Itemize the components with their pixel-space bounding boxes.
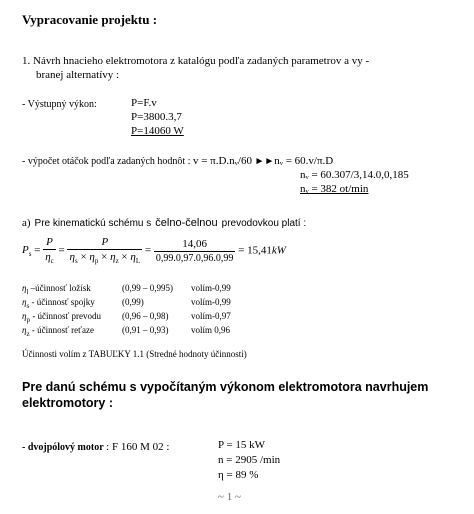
rpm-formula-speed: v = π.D.nᵥ/60 <box>192 155 252 167</box>
scheme-text-a: Pre kinematickú schému s <box>34 218 152 229</box>
section-number: 1. <box>22 55 31 67</box>
efficiency-note: Účinnosti volím z TABUĽKY 1.1 (Stredné hodnoty účinnosti) <box>22 349 247 359</box>
efficiency-row: $\eta_z$ - účinnosť reťaze <box>22 325 94 338</box>
scheme-prefix: a) <box>22 217 31 229</box>
scheme-text-b: čelno-čelnou <box>155 217 218 229</box>
rpm-substitution: nᵥ = 60.307/3,14.0,0,185 <box>300 169 409 181</box>
efficiency-chosen: volím-0,99 <box>191 297 231 307</box>
rpm-label: - výpočet otáčok podľa zadaných hodnôt : <box>22 156 191 167</box>
efficiency-chosen: volím-0,97 <box>191 311 231 321</box>
power-equation: $P_s$ = $\frac{P}{\eta_c}$ = P $\eta_s \times \eta_p \times \eta_z \times \eta_L$ = $\frac{14,06}{0,99.0,97.0,96.0,99}$ = 15,41kW <box>22 236 286 266</box>
proposal-heading-line2: elektromotory : <box>22 396 113 410</box>
efficiency-row: $\eta_p$ - účinnosť prevodu <box>22 311 102 324</box>
output-power-result: P=14060 W <box>131 125 184 137</box>
efficiency-range: (0,99 – 0,995) <box>122 283 173 293</box>
motor-label: - dvojpólový motor : F 160 M 02 : <box>22 441 170 453</box>
output-power-substitution: P=3800.3,7 <box>131 111 182 123</box>
eq-fraction-2: P $\eta_s \times \eta_p \times \eta_z \times \eta_L$ <box>69 236 141 266</box>
eq-result: 15,41kW <box>247 244 286 257</box>
arrow-icon: ►► <box>254 156 275 167</box>
motor-power: P = 15 kW <box>218 439 266 451</box>
rpm-formula-n: nᵥ = 60.v/π.D <box>274 155 334 167</box>
output-power-formula: P=F.v <box>131 97 157 109</box>
efficiency-chosen: volím 0,96 <box>191 325 231 335</box>
output-power-label: - Výstupný výkon: <box>22 99 97 110</box>
efficiency-row: $\eta_l$ –účinnosť ložísk <box>22 283 91 296</box>
motor-speed: n = 2905 /min <box>218 454 281 466</box>
scheme-intro <box>22 213 306 231</box>
motor-code: : F 160 M 02 : <box>106 441 170 453</box>
efficiency-range: (0,99) <box>122 297 144 307</box>
page-title: Vypracovanie projektu : <box>22 12 158 27</box>
eq-lhs: P <box>22 243 29 256</box>
efficiency-range: (0,91 – 0,93) <box>122 325 169 335</box>
section-text-line1: Návrh hnacieho elektromotora z katalógu podľa zadaných parametrov a vy - <box>33 55 370 67</box>
motor-efficiency: η = 89 % <box>218 469 259 481</box>
section-1-heading <box>22 55 369 67</box>
eq-fraction-1: $\frac{P}{\eta_c}$ <box>45 236 54 266</box>
page-number: ~ 1 ~ <box>218 491 241 503</box>
scheme-text-c: prevodovkou platí : <box>221 218 307 229</box>
rpm-result: nᵥ = 382 ot/min <box>300 183 369 195</box>
efficiency-row: $\eta_s$ - účinnosť spojky <box>22 297 95 310</box>
proposal-heading-line1: Pre danú schému s vypočítaným výkonom elektromotora navrhujem <box>22 380 429 394</box>
eq-fraction-3: $\frac{14,06}{0,99.0,97.0,96.0,99}$ <box>155 237 234 264</box>
efficiency-chosen: volím-0,99 <box>191 283 231 293</box>
rpm-calc-line <box>22 155 333 167</box>
section-text-line2: branej alternatívy : <box>36 69 120 81</box>
efficiency-range: (0,96 – 0,98) <box>122 311 169 321</box>
